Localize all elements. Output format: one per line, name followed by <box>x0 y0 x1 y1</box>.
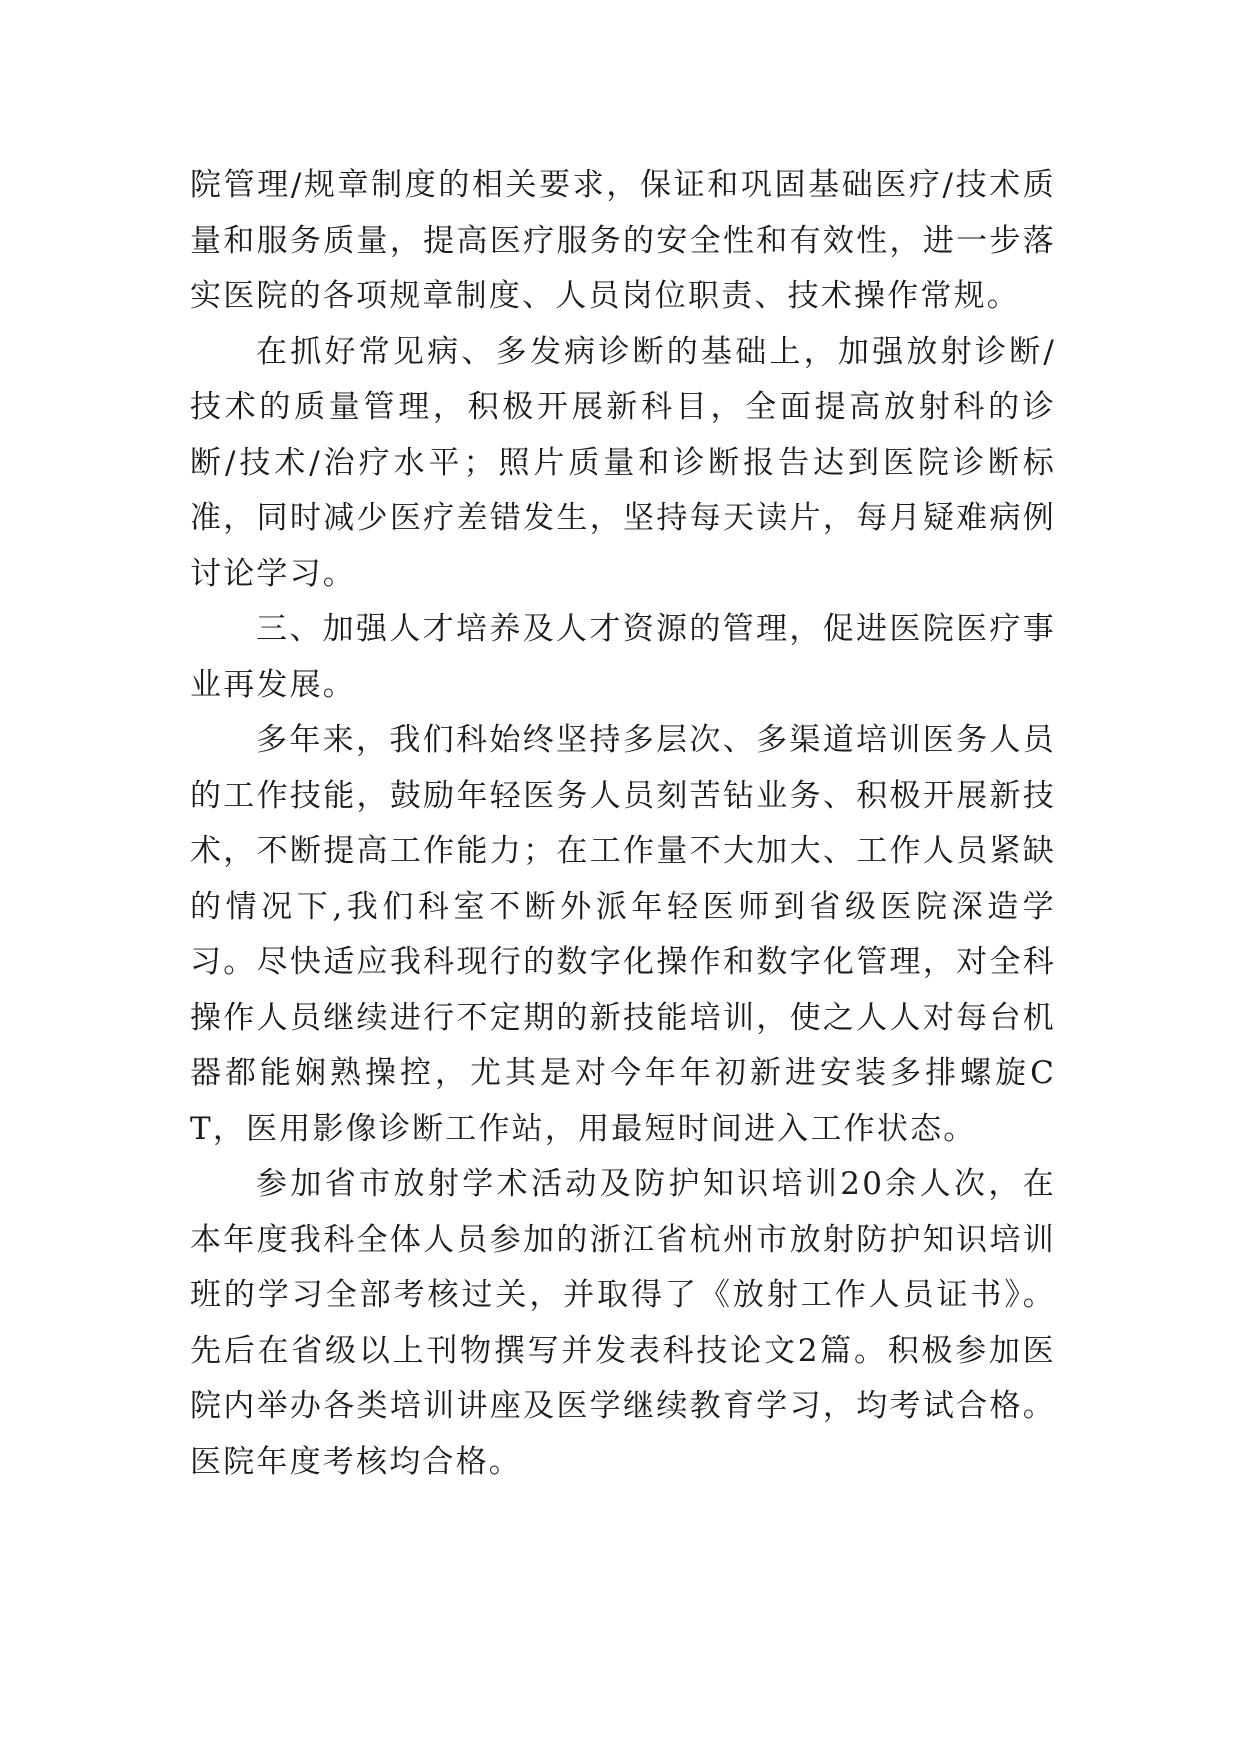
paragraph-5: 参加省市放射学术活动及防护知识培训20余人次，在本年度我科全体人员参加的浙江省杭州市放射防护知识培训班的学习全部考核过关，并取得了《放射工作人员证书》。先后在省级以上刊物撰写并发表科技论文2篇。积极参加医院内举办各类培训讲座及医学继续教育学习，均考试合格。医院年度考核均合格。 <box>190 1166 1056 1480</box>
paragraph-2: 在抓好常见病、多发病诊断的基础上，加强放射诊断/技术的质量管理，积极开展新科目，全面提高放射科的诊断/技术/治疗水平；照片质量和诊断报告达到医院诊断标准，同时减少医疗差错发生，坚持每天读片，每月疑难病例讨论学习。 <box>190 333 1056 592</box>
paragraph-4: 多年来，我们科始终坚持多层次、多渠道培训医务人员的工作技能，鼓励年轻医务人员刻苦钻业务、积极开展新技术，不断提高工作能力；在工作量不大加大、工作人员紧缺的情况下,我们科室不断外派年轻医师到省级医院深造学习。尽快适应我科现行的数字化操作和数字化管理，对全科操作人员继续进行不定期的新技能培训，使之人人对每台机器都能娴熟操控，尤其是对今年年初新进安装多排螺旋CT，医用影像诊断工作站，用最短时间进入工作状态。 <box>190 722 1056 1147</box>
paragraph-1: 院管理/规章制度的相关要求，保证和巩固基础医疗/技术质量和服务质量，提高医疗服务的安全性和有效性，进一步落实医院的各项规章制度、人员岗位职责、技术操作常规。 <box>190 167 1056 314</box>
document-body <box>190 158 1056 1490</box>
paragraph-3: 三、加强人才培养及人才资源的管理，促进医院医疗事业再发展。 <box>190 611 1056 703</box>
